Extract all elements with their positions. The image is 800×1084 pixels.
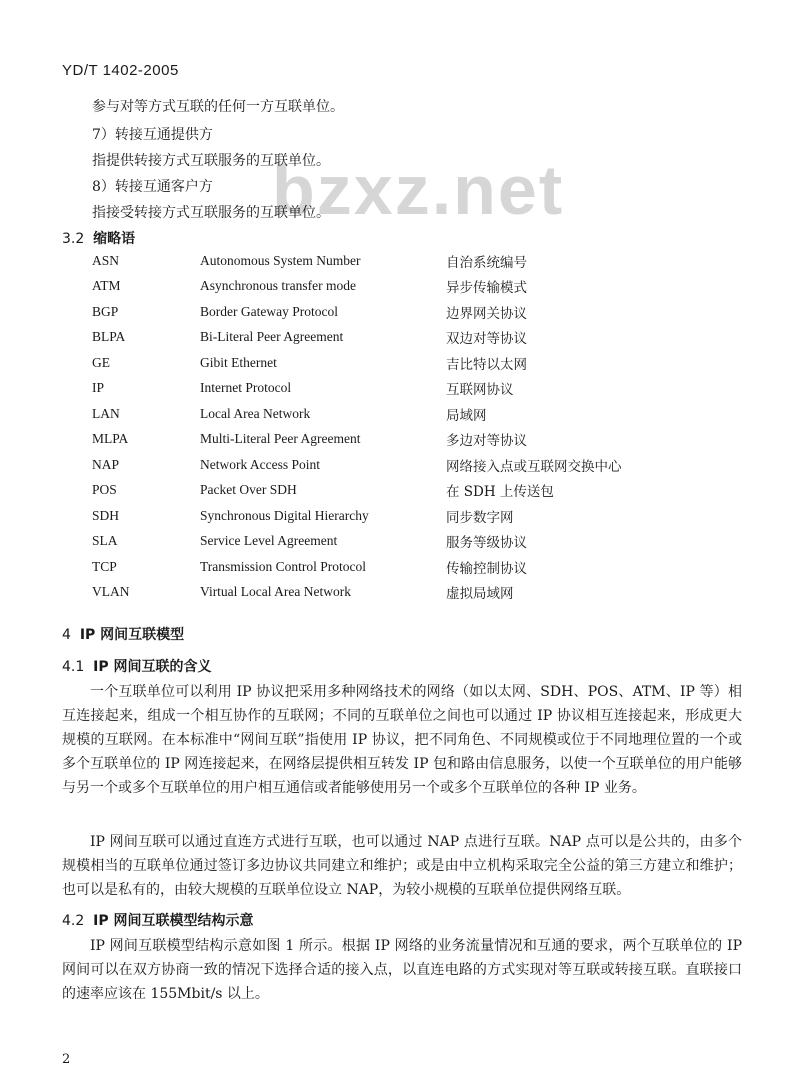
abbreviation-row	[92, 401, 712, 427]
document-id: YD/T 1402-2005	[62, 62, 179, 79]
abbreviation-row	[92, 478, 712, 504]
intro-line: 8）转接互通客户方	[92, 179, 213, 195]
english-term: Transmission Control Protocol	[200, 558, 367, 574]
abbreviation: LAN	[92, 405, 120, 421]
abbreviation: VLAN	[92, 584, 130, 600]
intro-line: 7）转接互通提供方	[92, 127, 213, 143]
english-term: Local Area Network	[200, 405, 311, 421]
section-4-1-heading	[62, 656, 212, 676]
english-term: Bi-Literal Peer Agreement	[200, 329, 344, 345]
section-number: 4.1	[62, 659, 85, 675]
english-term: Service Level Agreement	[200, 533, 338, 549]
abbreviation-row	[92, 503, 712, 529]
abbreviation: SDH	[92, 507, 120, 523]
paragraph-4-2: IP 网间互联模型结构示意如图 1 所示。根据 IP 网络的业务流量情况和互通的要求，两个互联单位的 IP 网间可以在双方协商一致的情况下选择合适的接入点，以直连电路的方式实现对等互联或转接互联。直联接口的速率应该在 155Mbit/s 以上。	[62, 938, 742, 1002]
chinese-term: 服务等级协议	[446, 535, 527, 552]
abbreviation: TCP	[92, 558, 117, 574]
section-title: IP 网间互联模型结构示意	[93, 913, 254, 929]
abbreviation-row	[92, 580, 712, 606]
section-title: 缩略语	[93, 231, 136, 247]
chinese-term: 局域网	[446, 407, 487, 424]
section-3-2-heading	[62, 228, 135, 248]
abbreviation-row	[92, 299, 712, 325]
english-term: Autonomous System Number	[200, 252, 361, 268]
section-title: IP 网间互联的含义	[93, 659, 212, 675]
chinese-term: 双边对等协议	[446, 331, 527, 348]
chinese-term: 互联网协议	[446, 382, 514, 399]
page-number: 2	[62, 1052, 71, 1067]
chinese-term: 同步数字网	[446, 509, 514, 526]
chinese-term: 传输控制协议	[446, 560, 527, 577]
abbreviation: MLPA	[92, 431, 129, 447]
abbreviation: BGP	[92, 303, 119, 319]
paragraph-4-1-b: IP 网间互联可以通过直连方式进行互联，也可以通过 NAP 点进行互联。NAP 点可以是公共的，由多个规模相当的互联单位通过签订多边协议共同建立和维护；或是由中立机构采取完全公益的第三方建立和维护；也可以是私有的，由较大规模的互联单位设立 NAP，为较小规模的互联单位提供网络互联。	[62, 834, 742, 898]
abbreviation-row	[92, 274, 712, 300]
chinese-term: 边界网关协议	[446, 305, 527, 322]
abbreviation: ATM	[92, 278, 121, 294]
abbreviation-row	[92, 376, 712, 402]
chinese-term: 在 SDH 上传送包	[446, 484, 554, 501]
paragraph-4-1-a: 一个互联单位可以利用 IP 协议把采用多种网络技术的网络（如以太网、SDH、POS、ATM、IP 等）相互连接起来，组成一个相互协作的互联网；不同的互联单位之间也可以通过 IP 协议相互连接起来，形成更大规模的互联网。在本标准中“网间互联”指使用 IP 协议，把不同角色、不同规模或位于不同地理位置的一个或多个互联单位的 IP 网连接起来，在网络层提供相互转发 IP 包和路由信息服务，以使一个互联单位的用户能够与另一个或多个互联单位的用户相互通信或者能够使用另一个或多个互联单位的各种 IP 业务。	[62, 684, 742, 796]
abbreviation: ASN	[92, 252, 120, 268]
abbreviation: BLPA	[92, 329, 126, 345]
abbreviation-table	[92, 248, 712, 605]
abbreviation: IP	[92, 380, 105, 396]
chinese-term: 虚拟局域网	[446, 586, 514, 603]
abbreviation: SLA	[92, 533, 118, 549]
chinese-term: 吉比特以太网	[446, 356, 527, 373]
abbreviation-row	[92, 248, 712, 274]
intro-line: 参与对等方式互联的任何一方互联单位。	[92, 99, 344, 115]
abbreviation-row	[92, 350, 712, 376]
english-term: Gibit Ethernet	[200, 354, 277, 370]
english-term: Network Access Point	[200, 456, 320, 472]
chinese-term: 异步传输模式	[446, 280, 527, 297]
chinese-term: 自治系统编号	[446, 254, 527, 271]
section-title: IP 网间互联模型	[79, 627, 185, 643]
section-number: 4.2	[62, 913, 85, 929]
abbreviation: NAP	[92, 456, 120, 472]
english-term: Asynchronous transfer mode	[200, 278, 356, 294]
chinese-term: 多边对等协议	[446, 433, 527, 450]
english-term: Multi-Literal Peer Agreement	[200, 431, 361, 447]
section-number: 3.2	[62, 231, 85, 247]
abbreviation: GE	[92, 354, 110, 370]
section-number: 4	[62, 627, 71, 643]
abbreviation-row	[92, 529, 712, 555]
chinese-term: 网络接入点或互联网交换中心	[446, 458, 622, 475]
section-4-2-heading	[62, 910, 254, 930]
english-term: Virtual Local Area Network	[200, 584, 352, 600]
english-term: Internet Protocol	[200, 380, 292, 396]
english-term: Packet Over SDH	[200, 482, 297, 498]
abbreviation-row	[92, 554, 712, 580]
abbreviation-row	[92, 452, 712, 478]
english-term: Synchronous Digital Hierarchy	[200, 507, 369, 523]
abbreviation: POS	[92, 482, 117, 498]
watermark: bzxz.net	[272, 151, 565, 229]
intro-line: 指接受转接方式互联服务的互联单位。	[92, 205, 330, 221]
abbreviation-row	[92, 427, 712, 453]
abbreviation-row	[92, 325, 712, 351]
english-term: Border Gateway Protocol	[200, 303, 338, 319]
intro-line: 指提供转接方式互联服务的互联单位。	[92, 153, 330, 169]
section-4-heading	[62, 624, 184, 644]
